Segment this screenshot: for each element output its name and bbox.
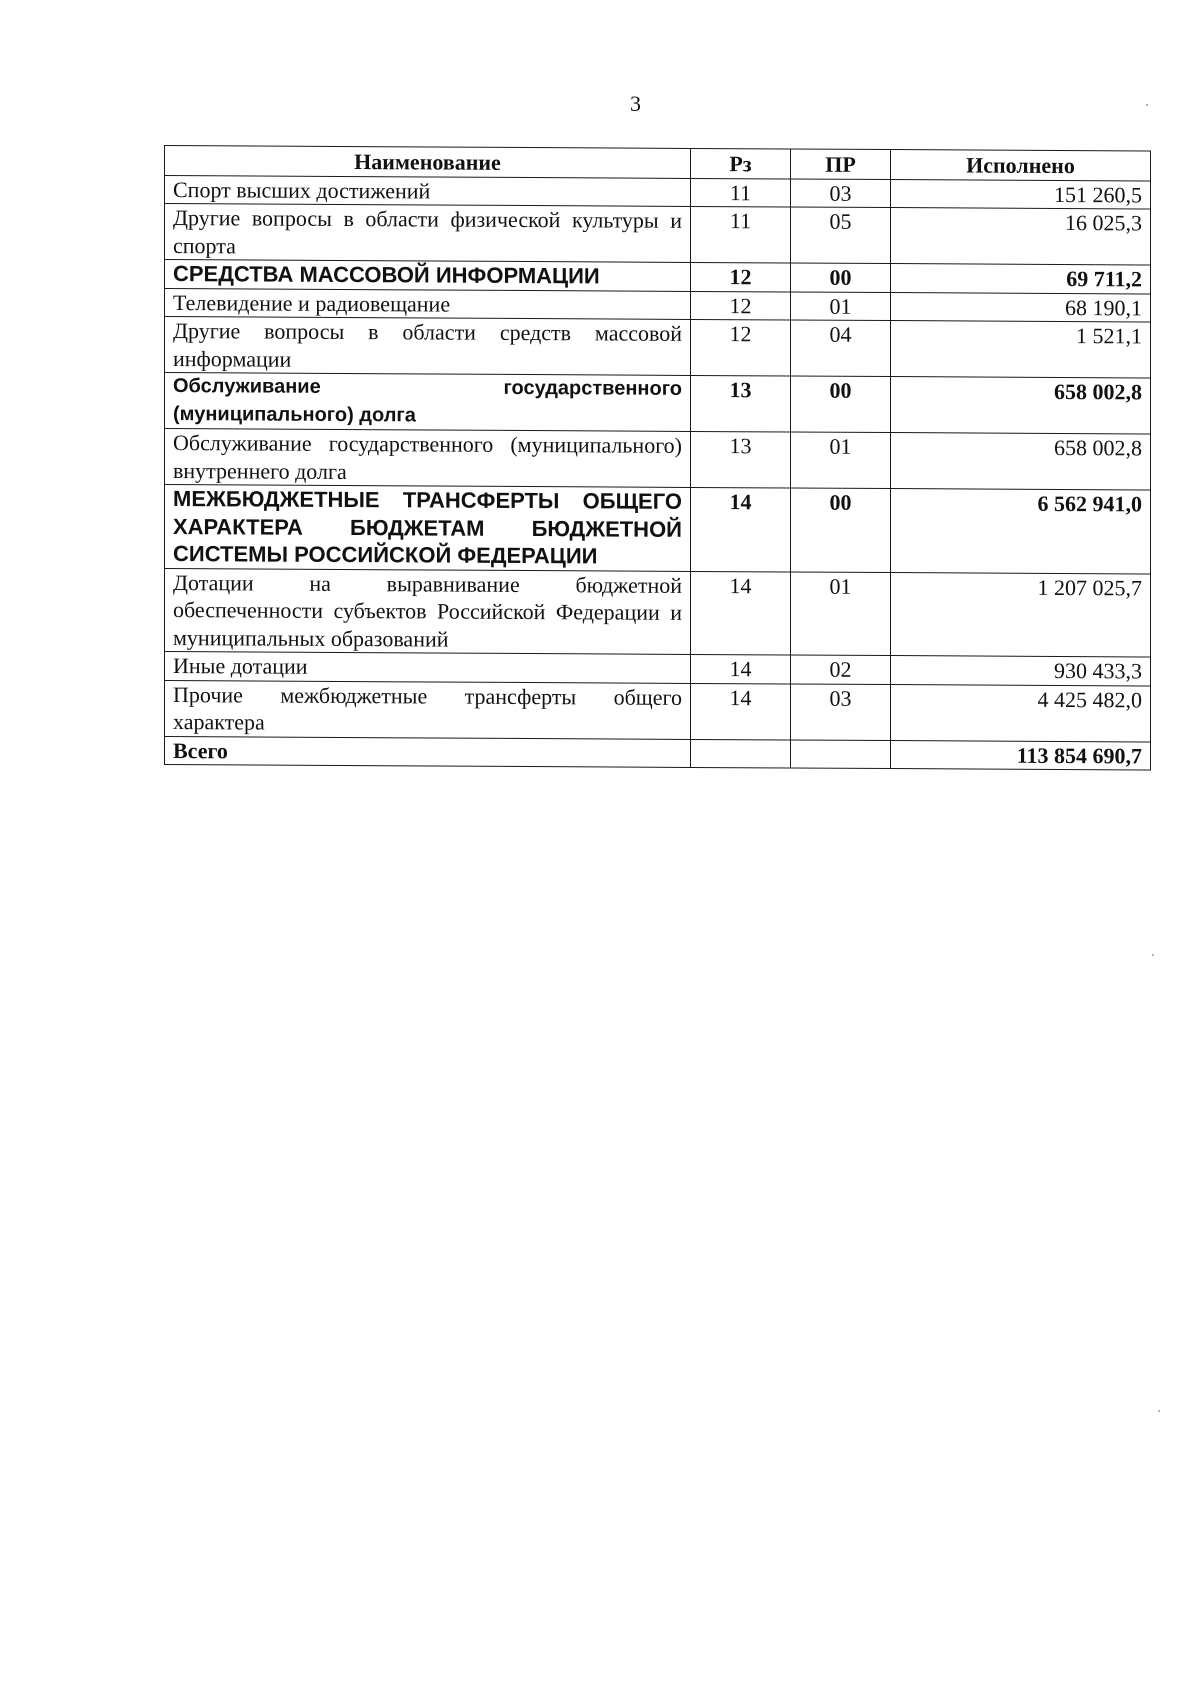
row-rz: 13 bbox=[691, 431, 791, 488]
row-rz: 14 bbox=[691, 487, 791, 571]
row-value: 658 002,8 bbox=[891, 433, 1151, 490]
row-value: 151 260,5 bbox=[891, 179, 1151, 209]
row-pr: 04 bbox=[791, 320, 891, 377]
row-pr: 01 bbox=[791, 291, 891, 320]
table-row bbox=[165, 317, 1151, 379]
row-name: Спорт высших достижений bbox=[165, 175, 691, 206]
row-rz: 14 bbox=[691, 683, 791, 740]
scan-speck bbox=[1158, 1410, 1160, 1412]
row-pr: 00 bbox=[791, 263, 891, 292]
row-pr: 03 bbox=[791, 683, 891, 740]
row-value: 68 190,1 bbox=[891, 292, 1151, 322]
row-pr: 02 bbox=[791, 655, 891, 684]
row-value: 4 425 482,0 bbox=[891, 684, 1151, 741]
budget-execution-table bbox=[164, 145, 1151, 771]
row-rz: 12 bbox=[691, 291, 791, 320]
row-value: 658 002,8 bbox=[891, 377, 1151, 434]
row-value: 16 025,3 bbox=[891, 208, 1151, 265]
row-name: Другие вопросы в области физической культуры и спорта bbox=[165, 204, 691, 263]
row-name: Обслуживание государственного (муниципального) долга bbox=[165, 373, 691, 432]
row-name: Обслуживание государственного (муниципального) внутреннего долга bbox=[165, 429, 691, 488]
header-pr: ПР bbox=[791, 149, 891, 179]
row-pr: 03 bbox=[791, 178, 891, 207]
row-pr: 05 bbox=[791, 207, 891, 264]
table-row-section bbox=[165, 485, 1151, 574]
row-rz: 11 bbox=[691, 206, 791, 263]
row-rz: 14 bbox=[691, 654, 791, 683]
row-pr: 01 bbox=[791, 571, 891, 655]
row-rz: 14 bbox=[691, 571, 791, 655]
table-row bbox=[165, 680, 1151, 742]
total-name: Всего bbox=[165, 736, 691, 767]
page-number: 3 bbox=[630, 91, 641, 116]
row-value: 69 711,2 bbox=[891, 264, 1151, 294]
header-value: Исполнено bbox=[891, 150, 1151, 181]
row-name: Телевидение и радиовещание bbox=[165, 288, 691, 319]
row-rz: 11 bbox=[691, 178, 791, 207]
row-value: 930 433,3 bbox=[891, 656, 1151, 686]
row-name: Дотации на выравнивание бюджетной обеспеченности субъектов Российской Федерации и муниципальных образований bbox=[165, 568, 691, 654]
row-name: Другие вопросы в области средств массовой информации bbox=[165, 317, 691, 376]
total-value: 113 854 690,7 bbox=[891, 740, 1151, 770]
table-row-subsection bbox=[165, 373, 1151, 435]
row-name: Иные дотации bbox=[165, 652, 691, 683]
scan-speck bbox=[1146, 104, 1148, 106]
row-pr: 00 bbox=[791, 376, 891, 433]
header-rz: Рз bbox=[691, 148, 791, 178]
row-name: СРЕДСТВА МАССОВОЙ ИНФОРМАЦИИ bbox=[165, 260, 691, 291]
row-pr: 00 bbox=[791, 488, 891, 572]
table-row bbox=[165, 204, 1151, 266]
row-value: 6 562 941,0 bbox=[891, 489, 1151, 574]
table-body bbox=[165, 175, 1151, 770]
row-value: 1 207 025,7 bbox=[891, 572, 1151, 657]
table-row-total bbox=[165, 736, 1151, 770]
row-pr: 01 bbox=[791, 432, 891, 489]
total-rz bbox=[691, 739, 791, 768]
row-name: МЕЖБЮДЖЕТНЫЕ ТРАНСФЕРТЫ ОБЩЕГО ХАРАКТЕРА БЮДЖЕТАМ БЮДЖЕТНОЙ СИСТЕМЫ РОССИЙСКОЙ ФЕДЕРАЦИИ bbox=[165, 485, 691, 571]
row-name: Прочие межбюджетные трансферты общего характера bbox=[165, 680, 691, 739]
total-pr bbox=[791, 739, 891, 768]
row-rz: 12 bbox=[691, 319, 791, 376]
header-name: Наименование bbox=[165, 146, 691, 178]
table-row bbox=[165, 429, 1151, 491]
row-rz: 13 bbox=[691, 375, 791, 432]
table-row bbox=[165, 568, 1151, 657]
row-rz: 12 bbox=[691, 262, 791, 291]
row-value: 1 521,1 bbox=[891, 321, 1151, 378]
scan-speck bbox=[1152, 954, 1154, 956]
